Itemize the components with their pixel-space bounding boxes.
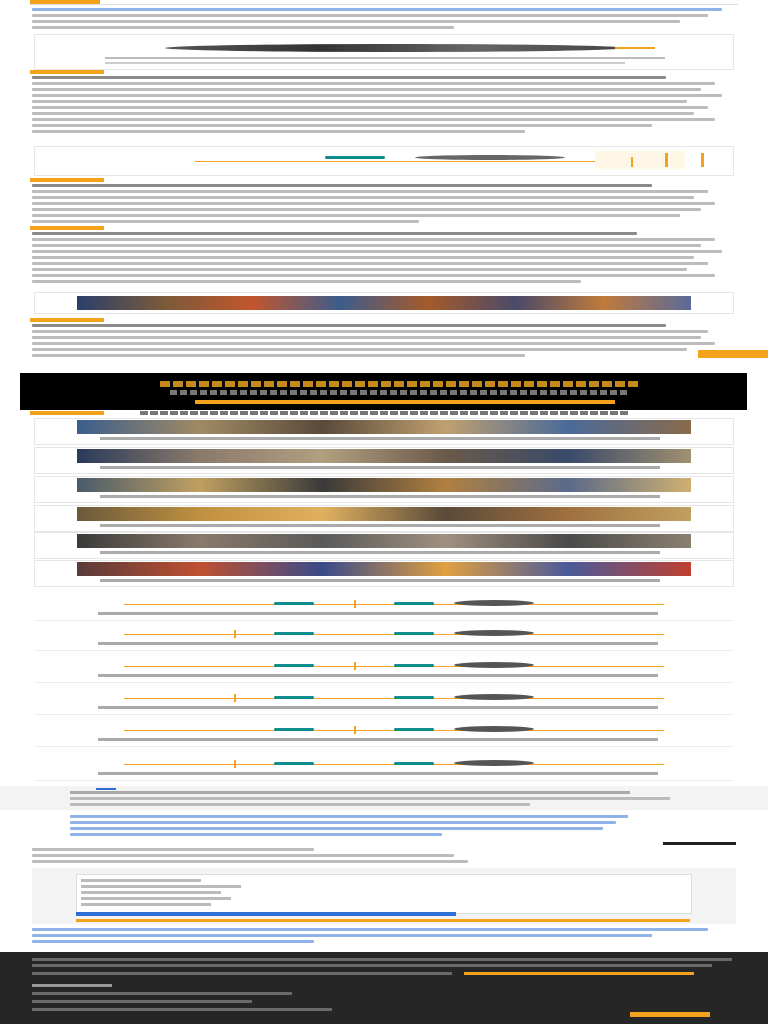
diagram-gray-mark [454,726,534,732]
diagram-teal-mark [394,632,434,635]
diagram-gray-mark [454,694,534,700]
submit-button[interactable] [76,919,690,922]
section-1-text [32,76,736,136]
gallery-photo[interactable] [77,534,691,548]
gallery-caption [100,437,660,440]
scale-diagram-row [34,716,734,747]
gallery-caption [100,524,660,527]
footer-links[interactable] [32,928,736,946]
diagram-caption [98,738,658,741]
footer-cta[interactable] [630,1012,710,1017]
banner-title [160,381,640,387]
diagram-gray-mark [454,760,534,766]
panorama-photo [77,296,691,310]
notes-text [32,848,736,866]
diagram-gray-mark [454,600,534,606]
diagram-teal-mark [394,602,434,605]
dark-strip [663,842,736,845]
diagram-tick [354,726,356,734]
diagram-caption [98,706,658,709]
diagram-tick [234,760,236,768]
scale-diagram-row [34,684,734,715]
scale-tick-1 [631,157,633,167]
gallery-photo[interactable] [77,420,691,434]
gallery-caption [100,495,660,498]
diagram-teal-mark [274,728,314,731]
section-2-text [32,184,736,226]
diagram-tick [354,662,356,670]
scale-highlight [595,151,685,169]
gallery-heading [140,411,630,415]
diagram-caption [98,674,658,677]
progress-bar [76,912,456,916]
banner-subtitle [170,390,630,395]
diagram-teal-mark [394,664,434,667]
section-3-text [32,232,736,286]
diagram-teal-mark [274,762,314,765]
diagram-caption [98,642,658,645]
figure-2-scale-diagram [34,146,734,176]
figure-1-caption [105,57,665,59]
reference-links[interactable] [70,815,690,839]
scale-gray-mark [415,155,565,160]
scale-diagram-row [34,620,734,651]
diagram-teal-mark [394,762,434,765]
diagram-teal-mark [394,696,434,699]
diagram-gray-mark [454,630,534,636]
info-box [0,786,768,810]
diagram-tick [354,600,356,608]
section-tag-3 [30,226,104,230]
gallery-photo[interactable] [77,478,691,492]
scale-tick-2 [665,153,668,167]
intro-paragraph [32,8,736,32]
side-badge[interactable] [698,350,768,358]
diagram-gray-mark [454,662,534,668]
figure-1-caption-2 [105,62,625,64]
scale-tick-3 [701,153,704,167]
diagram-caption [98,772,658,775]
gallery-photo[interactable] [77,507,691,521]
figure-1 [34,34,734,70]
comment-panel [32,868,736,924]
gallery-photo[interactable] [77,449,691,463]
gallery-caption [100,466,660,469]
diagram-teal-mark [274,696,314,699]
promo-banner[interactable] [20,373,747,410]
diagram-caption [98,612,658,615]
gallery-caption [100,579,660,582]
section-tag-4 [30,318,104,322]
comment-textarea[interactable] [76,874,692,914]
section-tag-1 [30,70,104,74]
section-tag-5 [30,411,104,415]
diagram-teal-mark [394,728,434,731]
section-4-text [32,324,736,360]
diagram-teal-mark [274,632,314,635]
diagram-tick [234,630,236,638]
footer-accent [464,972,694,975]
top-header-bar [30,0,738,4]
scale-diagram-row [34,652,734,683]
section-tag-2 [30,178,104,182]
figure-1-accent [615,47,655,49]
diagram-teal-mark [274,602,314,605]
site-footer [0,952,768,1024]
gallery-photo[interactable] [77,562,691,576]
scale-diagram-row [34,750,734,781]
banner-button[interactable] [195,400,615,404]
diagram-tick [234,694,236,702]
gallery-caption [100,551,660,554]
diagram-teal-mark [274,664,314,667]
scale-diagram-row [34,590,734,621]
figure-1-object [165,44,625,52]
scale-teal-mark [325,156,385,159]
top-divider [30,4,738,5]
scale-axis [195,161,595,162]
